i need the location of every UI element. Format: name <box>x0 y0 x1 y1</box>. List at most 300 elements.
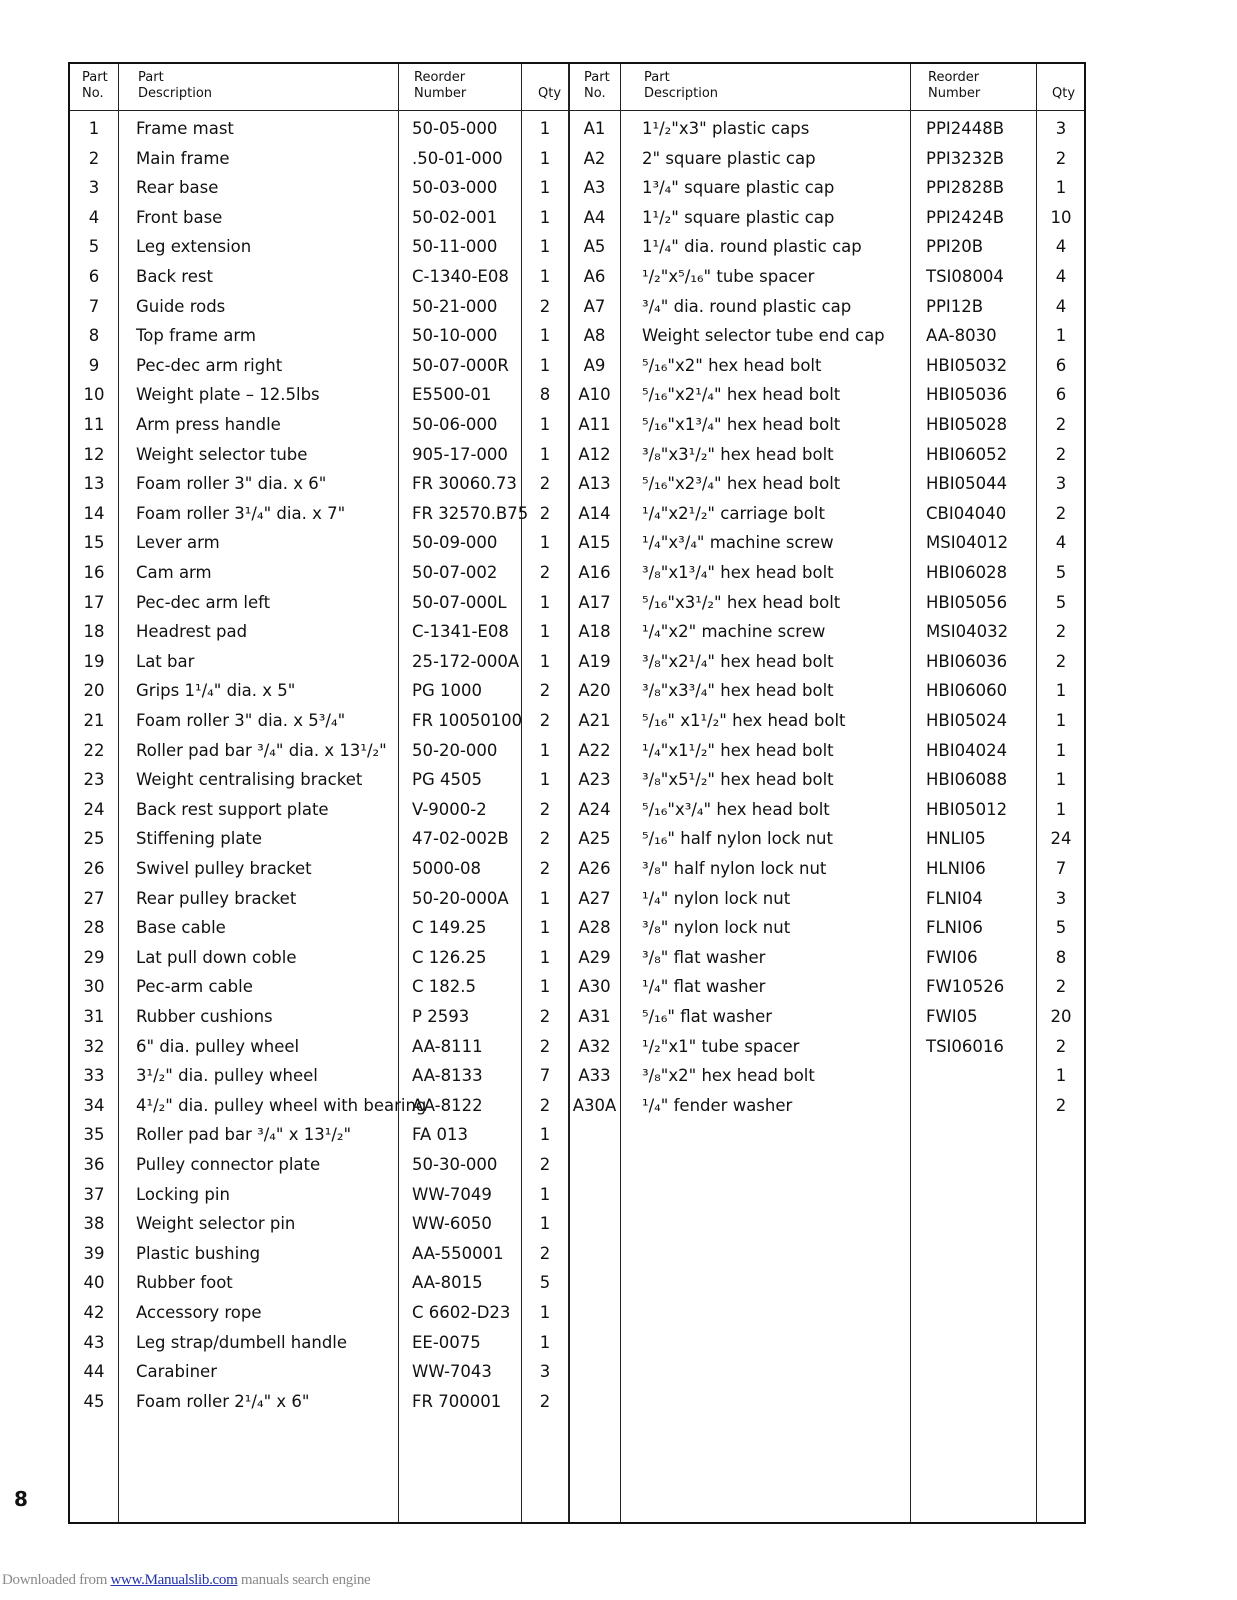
cell-no: A6 <box>583 267 606 286</box>
cell-desc: Weight centralising bracket <box>136 770 363 790</box>
cell-reorder: 5000-08 <box>412 859 481 878</box>
cell-reorder: TSI06016 <box>926 1036 1004 1056</box>
cell-reorder: PPI2424B <box>926 207 1005 227</box>
cell-reorder: 50-02-001 <box>412 207 498 227</box>
cell-reorder: E5500-01 <box>412 385 492 405</box>
cell-qty: 1 <box>539 415 551 434</box>
cell-no: 40 <box>83 1273 105 1293</box>
cell-desc: ⁵/₁₆"x2³/₄" hex head bolt <box>642 474 841 494</box>
cell-reorder: FWI05 <box>926 1007 978 1026</box>
cell-desc: ³/₈"x5¹/₂" hex head bolt <box>642 770 834 790</box>
table-row <box>70 736 1084 766</box>
cell-qty: 2 <box>1055 444 1067 464</box>
cell-reorder: PPI3232B <box>926 148 1005 168</box>
cell-no: 37 <box>83 1184 105 1204</box>
cell-qty: 3 <box>1055 474 1067 494</box>
cell-desc: Weight selector tube end cap <box>642 326 885 346</box>
cell-qty: 3 <box>1055 888 1067 908</box>
cell-desc: ⁵/₁₆"x2" hex head bolt <box>642 355 822 375</box>
cell-reorder: 50-20-000 <box>412 740 498 760</box>
table-row <box>70 824 1084 854</box>
header-part-description: Part Description <box>644 70 719 101</box>
cell-qty: 1 <box>1055 1066 1067 1086</box>
cell-no: 5 <box>88 237 100 257</box>
cell-reorder: HBI06088 <box>926 770 1008 790</box>
cell-no: 45 <box>83 1391 105 1411</box>
cell-desc: Roller pad bar ³/₄" dia. x 13¹/₂" <box>136 740 387 760</box>
cell-no: 15 <box>83 533 105 553</box>
cell-reorder: HBI06028 <box>926 563 1008 582</box>
cell-no: 42 <box>83 1303 105 1322</box>
cell-desc: ⁵/₁₆" flat washer <box>642 1007 773 1026</box>
cell-qty: 2 <box>539 829 551 849</box>
cell-reorder: MSI04032 <box>926 622 1009 642</box>
cell-no: 18 <box>83 622 105 642</box>
table-row <box>70 1239 1084 1269</box>
cell-qty: 2 <box>539 1095 551 1115</box>
table-row <box>70 262 1084 292</box>
table-row <box>70 1298 1084 1328</box>
cell-desc: Front base <box>136 207 223 227</box>
table-row <box>70 617 1084 647</box>
cell-reorder: WW-7049 <box>412 1184 492 1204</box>
cell-desc: Pec-dec arm right <box>136 355 283 375</box>
cell-no: 29 <box>83 947 105 967</box>
cell-desc: Rubber foot <box>136 1273 233 1293</box>
cell-reorder: FA 013 <box>412 1125 469 1145</box>
cell-qty: 6 <box>1055 385 1067 405</box>
cell-qty: 10 <box>1050 207 1072 227</box>
cell-no: A20 <box>578 681 611 701</box>
cell-qty: 4 <box>1055 296 1067 316</box>
table-row <box>70 1091 1084 1121</box>
cell-no: 14 <box>83 503 105 523</box>
cell-desc: Accessory rope <box>136 1303 262 1322</box>
cell-qty: 6 <box>1055 355 1067 375</box>
cell-qty: 1 <box>539 326 551 346</box>
cell-qty: 2 <box>1055 977 1067 997</box>
cell-no: 24 <box>83 799 105 819</box>
cell-qty: 5 <box>539 1273 551 1293</box>
table-row <box>70 292 1084 322</box>
cell-desc: ³/₈"x2¹/₄" hex head bolt <box>642 651 834 671</box>
cell-desc: Back rest <box>136 267 213 286</box>
cell-desc: Rear pulley bracket <box>136 888 297 908</box>
cell-no: A18 <box>578 622 611 642</box>
cell-desc: ³/₈"x2" hex head bolt <box>642 1066 815 1086</box>
cell-reorder: 50-07-000L <box>412 592 507 612</box>
cell-reorder: C 6602-D23 <box>412 1303 511 1322</box>
cell-desc: 3¹/₂" dia. pulley wheel <box>136 1066 318 1086</box>
cell-no: 38 <box>83 1214 105 1234</box>
header-reorder-number: Reorder Number <box>414 70 467 101</box>
table-row <box>70 173 1084 203</box>
cell-no: 33 <box>83 1066 105 1086</box>
cell-desc: ³/₈"x1³/₄" hex head bolt <box>642 563 834 582</box>
cell-no: A33 <box>578 1066 611 1086</box>
manualslib-link[interactable]: www.Manualslib.com <box>110 1572 238 1588</box>
table-row <box>70 440 1084 470</box>
cell-reorder: FWI06 <box>926 947 978 967</box>
cell-qty: 1 <box>1055 681 1067 701</box>
cell-reorder: AA-8111 <box>412 1036 483 1056</box>
cell-desc: Pec-arm cable <box>136 977 253 997</box>
cell-desc: ¹/₄" fender washer <box>642 1095 793 1115</box>
cell-desc: Main frame <box>136 148 230 168</box>
cell-qty: 4 <box>1055 237 1067 257</box>
cell-desc: ³/₈"x3¹/₂" hex head bolt <box>642 444 834 464</box>
cell-qty: 2 <box>1055 1095 1067 1115</box>
cell-reorder: AA-550001 <box>412 1243 504 1263</box>
cell-qty: 2 <box>539 1391 551 1411</box>
table-row <box>70 1209 1084 1239</box>
cell-desc: ³/₈"x3³/₄" hex head bolt <box>642 681 834 701</box>
cell-no: A17 <box>578 592 611 612</box>
cell-no: 13 <box>83 474 105 494</box>
cell-qty: 1 <box>539 1125 551 1145</box>
footer-suffix: manuals search engine <box>237 1572 371 1588</box>
cell-no: A25 <box>578 829 611 849</box>
cell-desc: 6" dia. pulley wheel <box>136 1036 300 1056</box>
cell-reorder: HBI06052 <box>926 444 1008 464</box>
cell-reorder: 50-30-000 <box>412 1155 498 1174</box>
cell-qty: 1 <box>539 178 551 198</box>
cell-no: 30 <box>83 977 105 997</box>
cell-reorder: 47-02-002B <box>412 829 509 849</box>
cell-qty: 2 <box>539 296 551 316</box>
cell-reorder: .50-01-000 <box>412 148 503 168</box>
cell-desc: ⁵/₁₆"x³/₄" hex head bolt <box>642 799 830 819</box>
cell-desc: Rear base <box>136 178 219 198</box>
cell-reorder: P 2593 <box>412 1007 470 1026</box>
cell-desc: 2" square plastic cap <box>642 148 816 168</box>
cell-reorder: C 149.25 <box>412 918 487 938</box>
cell-no: 3 <box>88 178 100 198</box>
cell-no: A3 <box>583 178 606 198</box>
cell-reorder: EE-0075 <box>412 1332 481 1352</box>
cell-no: 10 <box>83 385 105 405</box>
table-row <box>70 972 1084 1002</box>
table-row <box>70 380 1084 410</box>
table-row <box>70 854 1084 884</box>
page-number: 8 <box>14 1487 28 1511</box>
cell-reorder: FR 700001 <box>412 1391 502 1411</box>
cell-qty: 1 <box>539 1303 551 1322</box>
cell-reorder: AA-8030 <box>926 326 997 346</box>
cell-reorder: HLNI06 <box>926 859 986 878</box>
cell-reorder: HBI06036 <box>926 651 1008 671</box>
cell-no: 32 <box>83 1036 105 1056</box>
cell-no: A8 <box>583 326 606 346</box>
cell-desc: ⁵/₁₆"x2¹/₄" hex head bolt <box>642 385 841 405</box>
cell-qty: 1 <box>539 651 551 671</box>
cell-qty: 1 <box>539 947 551 967</box>
cell-qty: 8 <box>539 385 551 405</box>
cell-reorder: HBI06060 <box>926 681 1008 701</box>
cell-qty: 2 <box>1055 622 1067 642</box>
cell-no: 28 <box>83 918 105 938</box>
cell-qty: 2 <box>1055 503 1067 523</box>
cell-desc: ¹/₄" nylon lock nut <box>642 888 791 908</box>
cell-reorder: HBI05044 <box>926 474 1008 494</box>
cell-qty: 2 <box>539 711 551 730</box>
cell-desc: Leg extension <box>136 237 252 257</box>
cell-qty: 8 <box>1055 947 1067 967</box>
cell-desc: ¹/₄"x1¹/₂" hex head bolt <box>642 740 834 760</box>
cell-desc: ¹/₄"x³/₄" machine screw <box>642 533 834 553</box>
cell-qty: 1 <box>539 148 551 168</box>
table-row <box>70 558 1084 588</box>
cell-qty: 5 <box>1055 592 1067 612</box>
cell-qty: 5 <box>1055 918 1067 938</box>
cell-no: 35 <box>83 1125 105 1145</box>
cell-qty: 3 <box>539 1362 551 1382</box>
cell-desc: ¹/₄" flat washer <box>642 977 766 997</box>
cell-no: A28 <box>578 918 611 938</box>
cell-reorder: PG 1000 <box>412 681 482 701</box>
cell-no: 44 <box>83 1362 105 1382</box>
cell-desc: Foam roller 3" dia. x 6" <box>136 474 327 494</box>
cell-no: 21 <box>83 711 105 730</box>
cell-reorder: HBI05012 <box>926 799 1008 819</box>
cell-desc: ⁵/₁₆"x3¹/₂" hex head bolt <box>642 592 841 612</box>
cell-reorder: HNLI05 <box>926 829 986 849</box>
cell-qty: 2 <box>539 799 551 819</box>
cell-reorder: AA-8015 <box>412 1273 483 1293</box>
cell-desc: Arm press handle <box>136 415 281 434</box>
cell-qty: 1 <box>1055 326 1067 346</box>
cell-desc: Foam roller 2¹/₄" x 6" <box>136 1391 310 1411</box>
cell-reorder: FR 10050100 <box>412 711 523 730</box>
cell-no: 20 <box>83 681 105 701</box>
cell-desc: Grips 1¹/₄" dia. x 5" <box>136 681 296 701</box>
cell-no: 43 <box>83 1332 105 1352</box>
cell-reorder: TSI08004 <box>926 267 1004 286</box>
cell-qty: 1 <box>539 1214 551 1234</box>
cell-qty: 4 <box>1055 267 1067 286</box>
cell-no: 34 <box>83 1095 105 1115</box>
table-row <box>70 410 1084 440</box>
cell-desc: Roller pad bar ³/₄" x 13¹/₂" <box>136 1125 352 1145</box>
cell-no: 23 <box>83 770 105 790</box>
cell-qty: 2 <box>539 474 551 494</box>
cell-qty: 1 <box>539 237 551 257</box>
cell-qty: 5 <box>1055 563 1067 582</box>
cell-reorder: PPI2828B <box>926 178 1005 198</box>
cell-reorder: CBI04040 <box>926 503 1007 523</box>
cell-no: A27 <box>578 888 611 908</box>
header-qty: Qty <box>538 86 562 101</box>
cell-no: 8 <box>88 326 100 346</box>
table-row <box>70 795 1084 825</box>
table-row <box>70 114 1084 144</box>
cell-no: 36 <box>83 1155 105 1174</box>
cell-qty: 2 <box>539 1243 551 1263</box>
cell-qty: 1 <box>539 770 551 790</box>
cell-qty: 2 <box>539 681 551 701</box>
cell-no: A11 <box>578 415 611 434</box>
cell-qty: 7 <box>1055 859 1067 878</box>
cell-no: 6 <box>88 267 100 286</box>
cell-no: 16 <box>83 563 105 582</box>
table-row <box>70 588 1084 618</box>
cell-qty: 2 <box>539 1007 551 1026</box>
table-row <box>70 765 1084 795</box>
cell-qty: 2 <box>1055 651 1067 671</box>
table-row <box>70 1268 1084 1298</box>
cell-qty: 2 <box>539 859 551 878</box>
cell-desc: Base cable <box>136 918 226 938</box>
cell-desc: Frame mast <box>136 119 234 138</box>
cell-reorder: 50-06-000 <box>412 415 498 434</box>
cell-reorder: FR 30060.73 <box>412 474 517 494</box>
cell-no: A23 <box>578 770 611 790</box>
cell-qty: 1 <box>539 444 551 464</box>
cell-reorder: PPI20B <box>926 237 984 257</box>
cell-desc: Foam roller 3" dia. x 5³/₄" <box>136 711 346 730</box>
header-part-no: Part No. <box>82 70 108 101</box>
cell-no: 31 <box>83 1007 105 1026</box>
cell-reorder: V-9000-2 <box>412 799 487 819</box>
cell-desc: Lever arm <box>136 533 220 553</box>
cell-no: 26 <box>83 859 105 878</box>
cell-reorder: 50-05-000 <box>412 119 498 138</box>
cell-desc: 1¹/₄" dia. round plastic cap <box>642 237 862 257</box>
cell-no: A2 <box>583 148 606 168</box>
cell-no: A21 <box>578 711 611 730</box>
cell-qty: 2 <box>1055 148 1067 168</box>
cell-qty: 1 <box>539 918 551 938</box>
cell-desc: ³/₈" nylon lock nut <box>642 918 791 938</box>
cell-qty: 1 <box>539 267 551 286</box>
cell-reorder: 905-17-000 <box>412 444 508 464</box>
cell-desc: Lat pull down coble <box>136 947 297 967</box>
table-row <box>70 232 1084 262</box>
table-row <box>70 528 1084 558</box>
cell-desc: Carabiner <box>136 1362 217 1382</box>
header-part-no: Part No. <box>584 70 610 101</box>
cell-no: 2 <box>88 148 100 168</box>
cell-reorder: FR 32570.B75 <box>412 503 529 523</box>
cell-reorder: HBI05056 <box>926 592 1008 612</box>
cell-qty: 1 <box>539 977 551 997</box>
cell-desc: ¹/₄"x2" machine screw <box>642 622 826 642</box>
cell-no: 12 <box>83 444 105 464</box>
cell-no: 11 <box>83 415 105 434</box>
cell-reorder: PG 4505 <box>412 770 482 790</box>
cell-no: A5 <box>583 237 606 257</box>
cell-qty: 1 <box>1055 178 1067 198</box>
cell-qty: 24 <box>1050 829 1072 849</box>
cell-desc: Back rest support plate <box>136 799 329 819</box>
table-row <box>70 1061 1084 1091</box>
table-row <box>70 1032 1084 1062</box>
cell-reorder: AA-8122 <box>412 1095 483 1115</box>
cell-qty: 2 <box>539 1036 551 1056</box>
cell-qty: 2 <box>539 503 551 523</box>
table-row <box>70 676 1084 706</box>
cell-qty: 1 <box>539 1184 551 1204</box>
cell-no: 25 <box>83 829 105 849</box>
cell-reorder: PPI2448B <box>926 119 1005 138</box>
table-row <box>70 144 1084 174</box>
cell-reorder: C 126.25 <box>412 947 487 967</box>
cell-no: 17 <box>83 592 105 612</box>
cell-no: A12 <box>578 444 611 464</box>
cell-desc: Lat bar <box>136 651 195 671</box>
cell-desc: Weight selector pin <box>136 1214 296 1234</box>
cell-desc: 1¹/₂" square plastic cap <box>642 207 835 227</box>
cell-qty: 1 <box>1055 770 1067 790</box>
download-footer <box>2 1572 370 1589</box>
cell-qty: 1 <box>539 592 551 612</box>
cell-no: A7 <box>583 296 606 316</box>
cell-qty: 1 <box>1055 740 1067 760</box>
cell-desc: Stiffening plate <box>136 829 263 849</box>
cell-qty: 2 <box>1055 1036 1067 1056</box>
cell-no: A15 <box>578 533 611 553</box>
cell-qty: 20 <box>1050 1007 1072 1026</box>
cell-qty: 1 <box>539 888 551 908</box>
cell-reorder: 50-09-000 <box>412 533 498 553</box>
cell-no: A29 <box>578 947 611 967</box>
cell-desc: Top frame arm <box>136 326 256 346</box>
header-divider <box>70 110 1084 111</box>
cell-reorder: 25-172-000A <box>412 651 520 671</box>
cell-reorder: WW-6050 <box>412 1214 492 1234</box>
cell-desc: Weight selector tube <box>136 444 308 464</box>
table-row <box>70 203 1084 233</box>
parts-table <box>68 62 1086 1524</box>
cell-desc: Weight plate – 12.5lbs <box>136 385 320 405</box>
cell-no: A24 <box>578 799 611 819</box>
cell-qty: 1 <box>539 740 551 760</box>
cell-qty: 2 <box>539 563 551 582</box>
cell-reorder: HBI04024 <box>926 740 1008 760</box>
cell-desc: Pec-dec arm left <box>136 592 271 612</box>
cell-desc: Guide rods <box>136 296 226 316</box>
cell-reorder: 50-07-002 <box>412 563 498 582</box>
header-part-description: Part Description <box>138 70 213 101</box>
table-row <box>70 499 1084 529</box>
table-row <box>70 1150 1084 1180</box>
table-row <box>70 1328 1084 1358</box>
cell-no: A13 <box>578 474 611 494</box>
cell-reorder: HBI05024 <box>926 711 1008 730</box>
cell-reorder: MSI04012 <box>926 533 1009 553</box>
table-row <box>70 321 1084 351</box>
cell-qty: 1 <box>539 119 551 138</box>
cell-desc: ³/₈" flat washer <box>642 947 766 967</box>
cell-reorder: 50-11-000 <box>412 237 498 257</box>
cell-reorder: C-1340-E08 <box>412 267 509 286</box>
table-row <box>70 706 1084 736</box>
table-row <box>70 1120 1084 1150</box>
cell-no: 4 <box>88 207 100 227</box>
cell-no: 1 <box>88 119 100 138</box>
cell-qty: 1 <box>539 533 551 553</box>
cell-desc: Swivel pulley bracket <box>136 859 312 878</box>
cell-no: A30 <box>578 977 611 997</box>
cell-qty: 2 <box>1055 415 1067 434</box>
cell-no: A31 <box>578 1007 611 1026</box>
cell-no: A14 <box>578 503 611 523</box>
cell-no: A10 <box>578 385 611 405</box>
cell-no: 27 <box>83 888 105 908</box>
table-row <box>70 351 1084 381</box>
cell-desc: Plastic bushing <box>136 1243 261 1263</box>
cell-desc: Leg strap/dumbell handle <box>136 1332 348 1352</box>
